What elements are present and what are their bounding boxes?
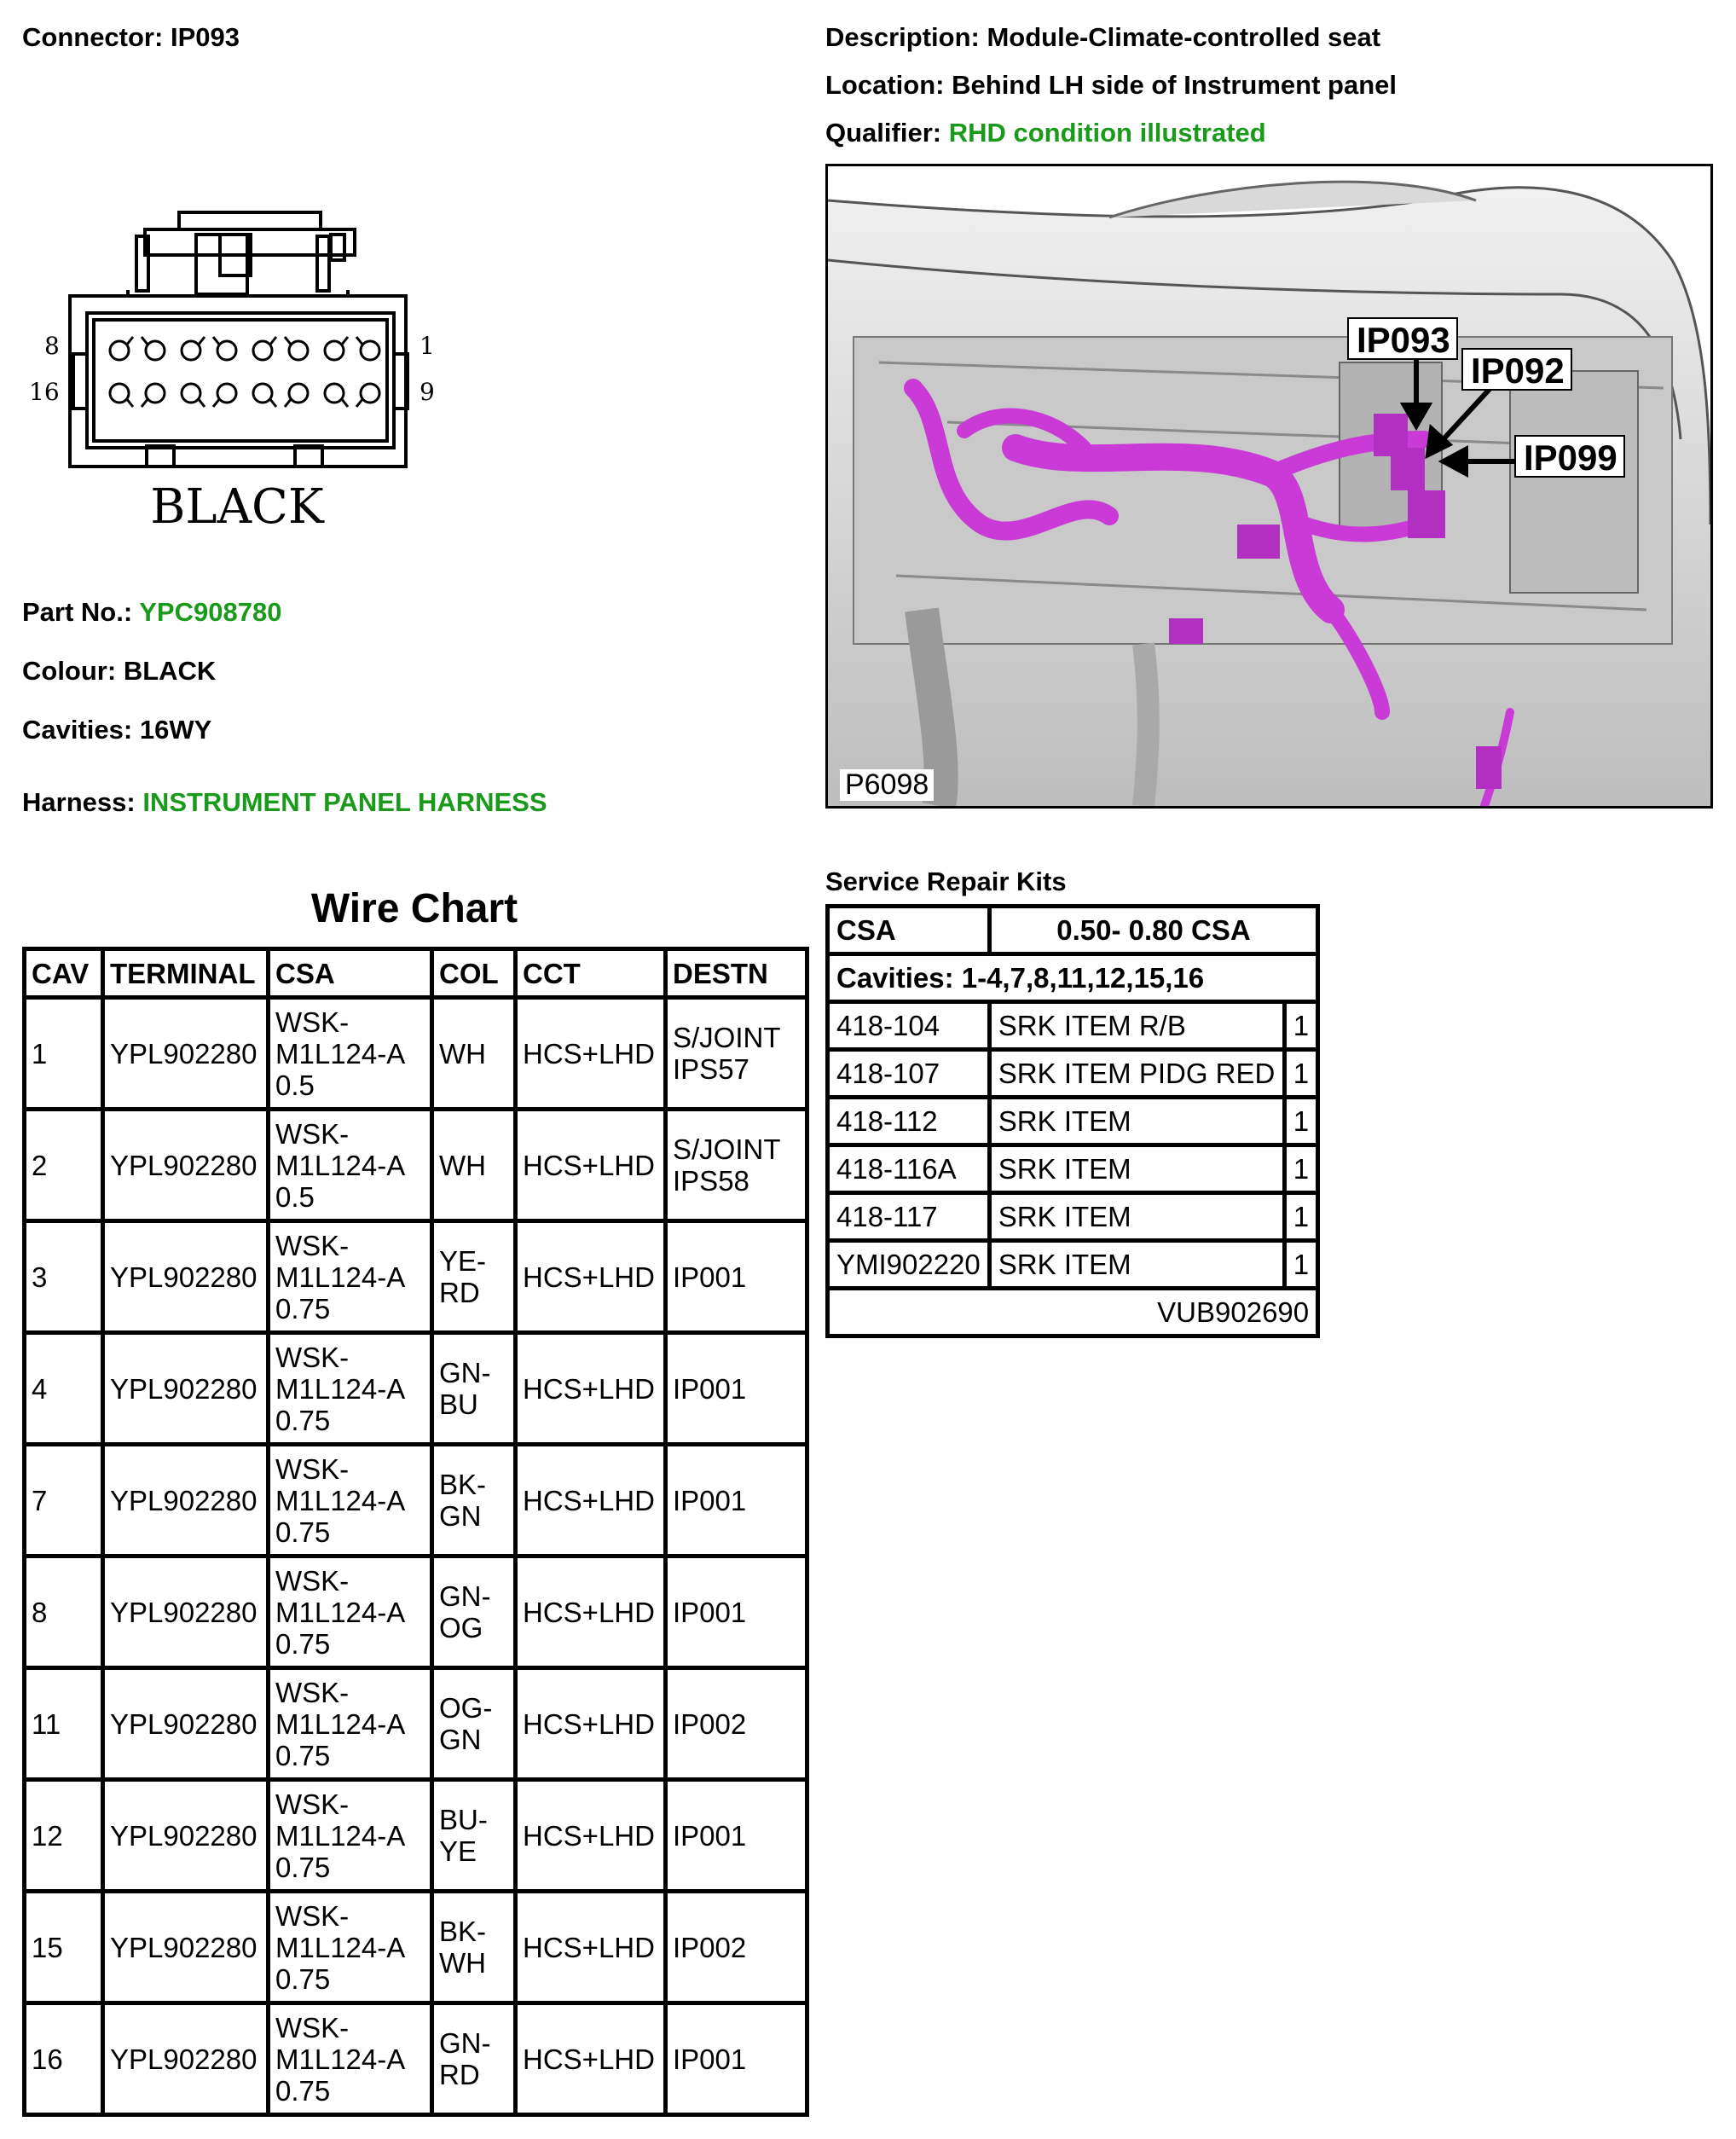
connector-colour-text: BLACK <box>150 479 324 535</box>
cell-terminal: YPL902280 <box>103 1780 269 1892</box>
cell-csa: WSK-M1L124-A 0.75 <box>269 1668 432 1780</box>
col-header-csa: CSA <box>269 949 432 998</box>
cell-cct: HCS+LHD <box>516 1780 666 1892</box>
pin-label-1: 1 <box>420 332 435 360</box>
cell-csa: WSK-M1L124-A 0.5 <box>269 998 432 1110</box>
cell-cct: HCS+LHD <box>516 1892 666 2003</box>
description-line <box>825 24 1380 50</box>
kit-part: 418-116A <box>828 1145 990 1193</box>
cavity-latch <box>142 337 148 345</box>
kit-item-row <box>828 1002 1318 1050</box>
col-header-col: COL <box>432 949 516 998</box>
kit-part: 418-117 <box>828 1193 990 1241</box>
kits-cavities-row <box>828 954 1318 1002</box>
cell-col: BU-YE <box>432 1780 516 1892</box>
cell-cav: 15 <box>25 1892 103 2003</box>
wire-chart-table <box>22 947 809 2117</box>
wire-chart-row <box>25 2003 807 2115</box>
cell-csa: WSK-M1L124-A 0.5 <box>269 1110 432 1221</box>
cavity-latch <box>126 337 133 345</box>
wire-chart-row <box>25 1556 807 1668</box>
kit-item-row <box>828 1145 1318 1193</box>
cell-csa: WSK-M1L124-A 0.75 <box>269 1892 432 2003</box>
cavity-latch <box>356 337 363 345</box>
wire-chart-title: Wire Chart <box>310 886 518 931</box>
cell-terminal: YPL902280 <box>103 2003 269 2115</box>
qualifier-label: Qualifier: <box>825 118 942 148</box>
cell-col: YE-RD <box>432 1221 516 1333</box>
cell-csa: WSK-M1L124-A 0.75 <box>269 1556 432 1668</box>
cell-destn: IP001 <box>666 1221 807 1333</box>
kit-part: YMI902220 <box>828 1241 990 1289</box>
cavity-latch <box>285 398 292 407</box>
col-header-cct: CCT <box>516 949 666 998</box>
pin-label-9: 9 <box>420 378 435 406</box>
part-number-line <box>22 599 281 625</box>
kit-qty: 1 <box>1284 1098 1317 1145</box>
cell-destn: S/JOINT IPS57 <box>666 998 807 1110</box>
kit-qty: 1 <box>1284 1193 1317 1241</box>
col-header-cav: CAV <box>25 949 103 998</box>
qualifier-value: RHD condition illustrated <box>948 118 1266 148</box>
cell-cav: 11 <box>25 1668 103 1780</box>
cavity-latch <box>213 337 220 345</box>
kit-part: 418-112 <box>828 1098 990 1145</box>
kit-desc: SRK ITEM <box>989 1193 1284 1241</box>
wire-chart-row <box>25 1892 807 2003</box>
col-header-terminal: TERMINAL <box>103 949 269 998</box>
location-label: Location: <box>825 70 945 100</box>
cell-col: WH <box>432 1110 516 1221</box>
location-line <box>825 72 1397 98</box>
kit-qty: 1 <box>1284 1145 1317 1193</box>
cell-cav: 12 <box>25 1780 103 1892</box>
cell-cav: 1 <box>25 998 103 1110</box>
part-number-value: YPC908780 <box>139 597 282 627</box>
cavity-grid <box>110 337 379 407</box>
wire-chart-row <box>25 1780 807 1892</box>
cell-terminal: YPL902280 <box>103 1333 269 1445</box>
cell-cct: HCS+LHD <box>516 1333 666 1445</box>
cell-cct: HCS+LHD <box>516 1221 666 1333</box>
connector-label: Connector: <box>22 22 164 52</box>
kit-part: 418-107 <box>828 1050 990 1098</box>
cavity-latch <box>269 398 276 407</box>
cavity-latch <box>142 398 148 407</box>
cell-cav: 3 <box>25 1221 103 1333</box>
service-kits-table <box>825 904 1320 1338</box>
cell-csa: WSK-M1L124-A 0.75 <box>269 1333 432 1445</box>
photo-illustration <box>828 166 1710 806</box>
cell-cct: HCS+LHD <box>516 1110 666 1221</box>
cell-destn: IP001 <box>666 1333 807 1445</box>
connector-diagram <box>26 200 469 542</box>
kit-qty: 1 <box>1284 1050 1317 1098</box>
cell-cct: HCS+LHD <box>516 1556 666 1668</box>
cavity-latch <box>126 398 133 407</box>
cell-col: BK-WH <box>432 1892 516 2003</box>
description-label: Description: <box>825 22 980 52</box>
kit-desc: SRK ITEM <box>989 1145 1284 1193</box>
location-value: Behind LH side of Instrument panel <box>952 70 1397 100</box>
kits-footer-row <box>828 1289 1318 1336</box>
callout-ip093: IP093 <box>1357 320 1450 360</box>
cell-col: OG-GN <box>432 1668 516 1780</box>
cavity-latch <box>213 398 220 407</box>
cell-destn: IP002 <box>666 1668 807 1780</box>
colour-value: BLACK <box>123 656 217 686</box>
cell-destn: IP001 <box>666 1445 807 1556</box>
cavities-line <box>22 716 211 743</box>
cavity-latch <box>198 337 205 345</box>
cell-csa: WSK-M1L124-A 0.75 <box>269 1221 432 1333</box>
cell-col: GN-RD <box>432 2003 516 2115</box>
kit-item-row <box>828 1050 1318 1098</box>
cavity-latch <box>269 337 276 345</box>
kits-csa-row <box>828 907 1318 954</box>
callout-ip092: IP092 <box>1471 351 1565 391</box>
cell-destn: IP001 <box>666 2003 807 2115</box>
cell-col: WH <box>432 998 516 1110</box>
cavity-latch <box>285 337 292 345</box>
colour-line <box>22 658 216 684</box>
kit-desc: SRK ITEM <box>989 1241 1284 1289</box>
qualifier-line <box>825 119 1266 146</box>
kit-part: 418-104 <box>828 1002 990 1050</box>
cell-terminal: YPL902280 <box>103 1221 269 1333</box>
cell-destn: S/JOINT IPS58 <box>666 1110 807 1221</box>
pin-label-8: 8 <box>44 332 60 360</box>
wire-chart-row <box>25 1221 807 1333</box>
location-photo <box>825 164 1713 809</box>
part-number-label: Part No.: <box>22 597 133 627</box>
cell-csa: WSK-M1L124-A 0.75 <box>269 1445 432 1556</box>
cell-destn: IP001 <box>666 1556 807 1668</box>
wire-chart-row <box>25 998 807 1110</box>
cell-destn: IP002 <box>666 1892 807 2003</box>
kit-desc: SRK ITEM R/B <box>989 1002 1284 1050</box>
kit-item-row <box>828 1098 1318 1145</box>
kits-cavities: Cavities: 1-4,7,8,11,12,15,16 <box>828 954 1318 1002</box>
callout-ip099: IP099 <box>1524 438 1617 478</box>
kit-qty: 1 <box>1284 1002 1317 1050</box>
connector-line <box>22 24 240 50</box>
cell-terminal: YPL902280 <box>103 1445 269 1556</box>
cavity-latch <box>356 398 363 407</box>
photo-id-label: P6098 <box>840 769 934 801</box>
cell-cct: HCS+LHD <box>516 998 666 1110</box>
cell-cav: 4 <box>25 1333 103 1445</box>
cell-cct: HCS+LHD <box>516 1445 666 1556</box>
wire-chart-header-row <box>25 949 807 998</box>
cell-csa: WSK-M1L124-A 0.75 <box>269 1780 432 1892</box>
cell-terminal: YPL902280 <box>103 1556 269 1668</box>
pin-label-16: 16 <box>29 378 60 406</box>
cell-col: GN-OG <box>432 1556 516 1668</box>
kits-footer: VUB902690 <box>828 1289 1318 1336</box>
cell-cav: 7 <box>25 1445 103 1556</box>
colour-label: Colour: <box>22 656 117 686</box>
service-kits-title: Service Repair Kits <box>825 867 1067 896</box>
cell-terminal: YPL902280 <box>103 998 269 1110</box>
cell-terminal: YPL902280 <box>103 1668 269 1780</box>
kit-item-row <box>828 1193 1318 1241</box>
cell-cct: HCS+LHD <box>516 2003 666 2115</box>
cell-cav: 8 <box>25 1556 103 1668</box>
cell-cct: HCS+LHD <box>516 1668 666 1780</box>
wire-chart-row <box>25 1445 807 1556</box>
kit-desc: SRK ITEM PIDG RED <box>989 1050 1284 1098</box>
cavities-label: Cavities: <box>22 715 133 745</box>
cell-cav: 16 <box>25 2003 103 2115</box>
cell-terminal: YPL902280 <box>103 1892 269 2003</box>
cell-col: GN-BU <box>432 1333 516 1445</box>
harness-label: Harness: <box>22 787 136 817</box>
description-value: Module-Climate-controlled seat <box>987 22 1381 52</box>
kit-desc: SRK ITEM <box>989 1098 1284 1145</box>
cavity-latch <box>198 398 205 407</box>
harness-value: INSTRUMENT PANEL HARNESS <box>142 787 547 817</box>
cell-cav: 2 <box>25 1110 103 1221</box>
cell-csa: WSK-M1L124-A 0.75 <box>269 2003 432 2115</box>
cell-terminal: YPL902280 <box>103 1110 269 1221</box>
kits-csa-label: CSA <box>828 907 990 954</box>
cavity-latch <box>341 398 348 407</box>
cavities-value: 16WY <box>139 715 212 745</box>
harness-line <box>22 789 547 815</box>
wire-chart-row <box>25 1110 807 1221</box>
col-header-destn: DESTN <box>666 949 807 998</box>
wire-chart-row <box>25 1333 807 1445</box>
kit-item-row <box>828 1241 1318 1289</box>
cavity-latch <box>341 337 348 345</box>
kits-csa-value: 0.50- 0.80 CSA <box>989 907 1317 954</box>
wire-chart-row <box>25 1668 807 1780</box>
kit-qty: 1 <box>1284 1241 1317 1289</box>
connector-value: IP093 <box>170 22 240 52</box>
cell-destn: IP001 <box>666 1780 807 1892</box>
cell-col: BK-GN <box>432 1445 516 1556</box>
